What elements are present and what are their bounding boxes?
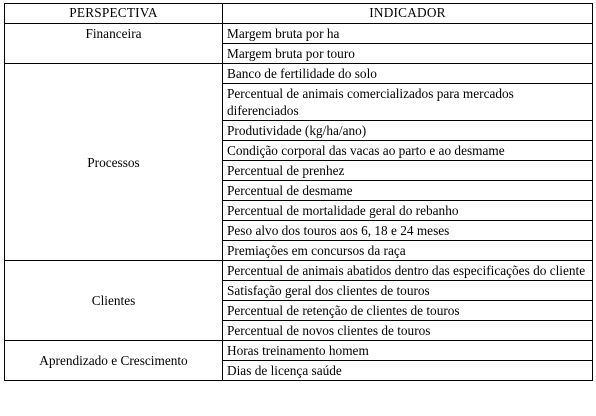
indicator-cell: Premiações em concursos da raça xyxy=(223,241,593,261)
indicator-cell: Margem bruta por ha xyxy=(223,24,593,44)
table-row xyxy=(5,341,593,361)
header-perspective: PERSPECTIVA xyxy=(5,4,223,24)
indicator-cell: Produtividade (kg/ha/ano) xyxy=(223,121,593,141)
header-row xyxy=(5,4,593,24)
table-row xyxy=(5,261,593,281)
indicator-cell: Percentual de retenção de clientes de touros xyxy=(223,301,593,321)
indicator-cell: Percentual de animais comercializados para mercados diferenciados xyxy=(223,84,593,121)
indicator-cell: Condição corporal das vacas ao parto e ao desmame xyxy=(223,141,593,161)
indicator-cell: Dias de licença saúde xyxy=(223,361,593,381)
header-indicator: INDICADOR xyxy=(223,4,593,24)
indicator-cell: Margem bruta por touro xyxy=(223,44,593,64)
perspective-financeira: Financeira xyxy=(5,24,223,64)
indicator-cell: Horas treinamento homem xyxy=(223,341,593,361)
indicator-cell: Satisfação geral dos clientes de touros xyxy=(223,281,593,301)
indicator-cell: Percentual de mortalidade geral do rebanho xyxy=(223,201,593,221)
indicator-cell: Peso alvo dos touros aos 6, 18 e 24 meses xyxy=(223,221,593,241)
indicator-cell: Percentual de desmame xyxy=(223,181,593,201)
perspective-clientes: Clientes xyxy=(5,261,223,341)
indicator-cell: Percentual de novos clientes de touros xyxy=(223,321,593,341)
perspective-aprendizado: Aprendizado e Crescimento xyxy=(5,341,223,381)
table-row xyxy=(5,24,593,44)
perspective-processos: Processos xyxy=(5,64,223,261)
indicator-cell: Banco de fertilidade do solo xyxy=(223,64,593,84)
indicator-table xyxy=(4,3,593,381)
indicator-cell: Percentual de prenhez xyxy=(223,161,593,181)
indicator-cell: Percentual de animais abatidos dentro das especificações do cliente xyxy=(223,261,593,281)
table-row xyxy=(5,64,593,84)
